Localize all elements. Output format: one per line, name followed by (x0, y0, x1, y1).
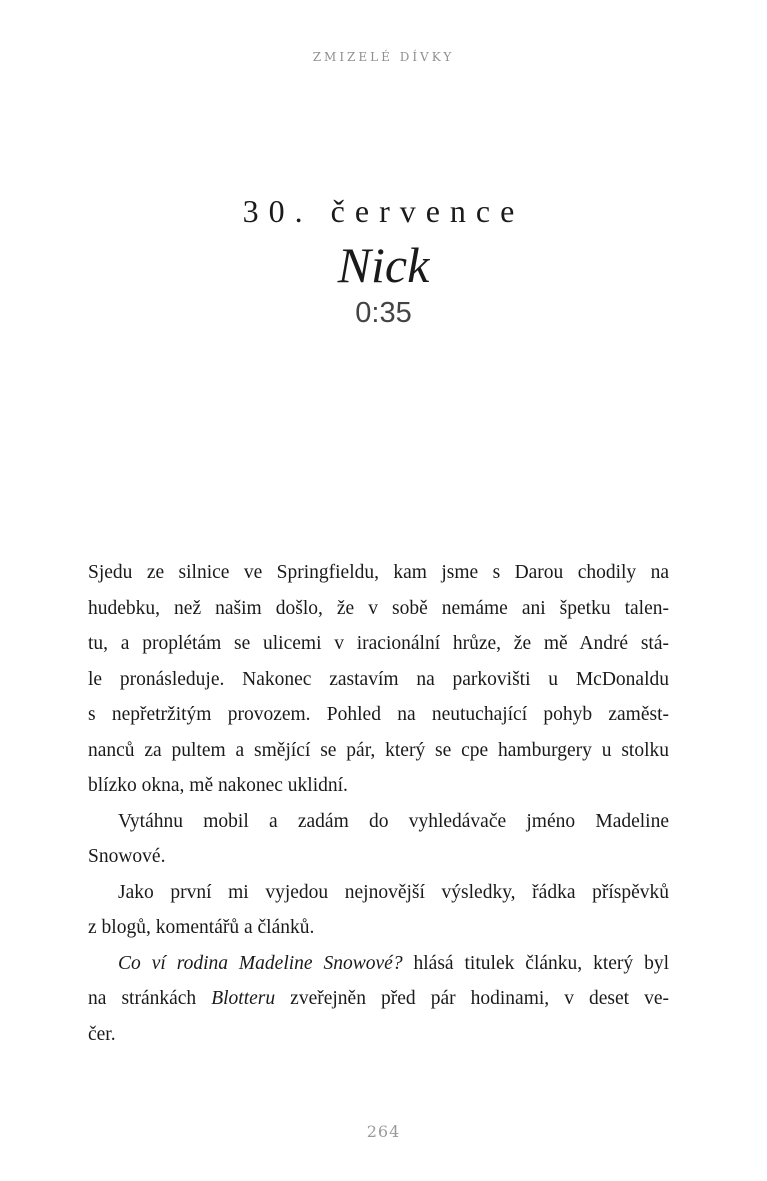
text-line: Snowové. (88, 846, 166, 867)
text-line: z blogů, komentářů a článků. (88, 917, 315, 938)
text-line: čer. (88, 1023, 116, 1045)
paragraph-2 (88, 804, 669, 875)
text-line: Vytáhnu mobil a zadám do vyhledávače jméno Madeline (118, 810, 669, 832)
source-name: Blotteru (211, 988, 276, 1009)
text-span: zveřejněn před pár hodinami, v deset ve- (275, 988, 670, 1009)
text-line: le pronásleduje. Nakonec zastavím na parkovišti u McDonaldu (88, 668, 669, 690)
text-line: tu, a proplétám se ulicemi v iracionální hrůze, že mě André stá- (88, 633, 669, 654)
chapter-date: 30. července (242, 193, 525, 229)
text-line: hudebku, než našim došlo, že v sobě nemáme ani špetku talen- (88, 597, 669, 619)
text-line (88, 946, 669, 982)
paragraph-1 (88, 555, 669, 804)
chapter-time: 0:35 (355, 297, 412, 329)
text-line: Sjedu ze silnice ve Springfieldu, kam jsme s Darou chodily na (88, 562, 669, 583)
text-line: Jako první mi vyjedou nejnovější výsledky, řádka příspěvků (118, 881, 669, 903)
running-head: ZMIZELÉ DÍVKY (312, 50, 455, 64)
text-span: na stránkách (88, 988, 212, 1009)
text-line: s nepřetržitým provozem. Pohled na neutuchající pohyb zaměst- (88, 704, 669, 725)
text-line: nanců za pultem a smějící se pár, který se cpe hamburgery u stolku (88, 739, 669, 761)
paragraph-4 (88, 946, 669, 1053)
chapter-name: Nick (337, 237, 430, 293)
paragraph-3 (88, 875, 669, 946)
page-number: 264 (366, 1122, 401, 1141)
text-line: blízko okna, mě nakonec uklidní. (88, 775, 348, 796)
text-line (88, 981, 669, 1017)
article-title: Co ví rodina Madeline Snowové? (118, 952, 403, 974)
body-text (88, 555, 669, 1052)
text-span: hlásá titulek článku, který byl (402, 952, 669, 974)
